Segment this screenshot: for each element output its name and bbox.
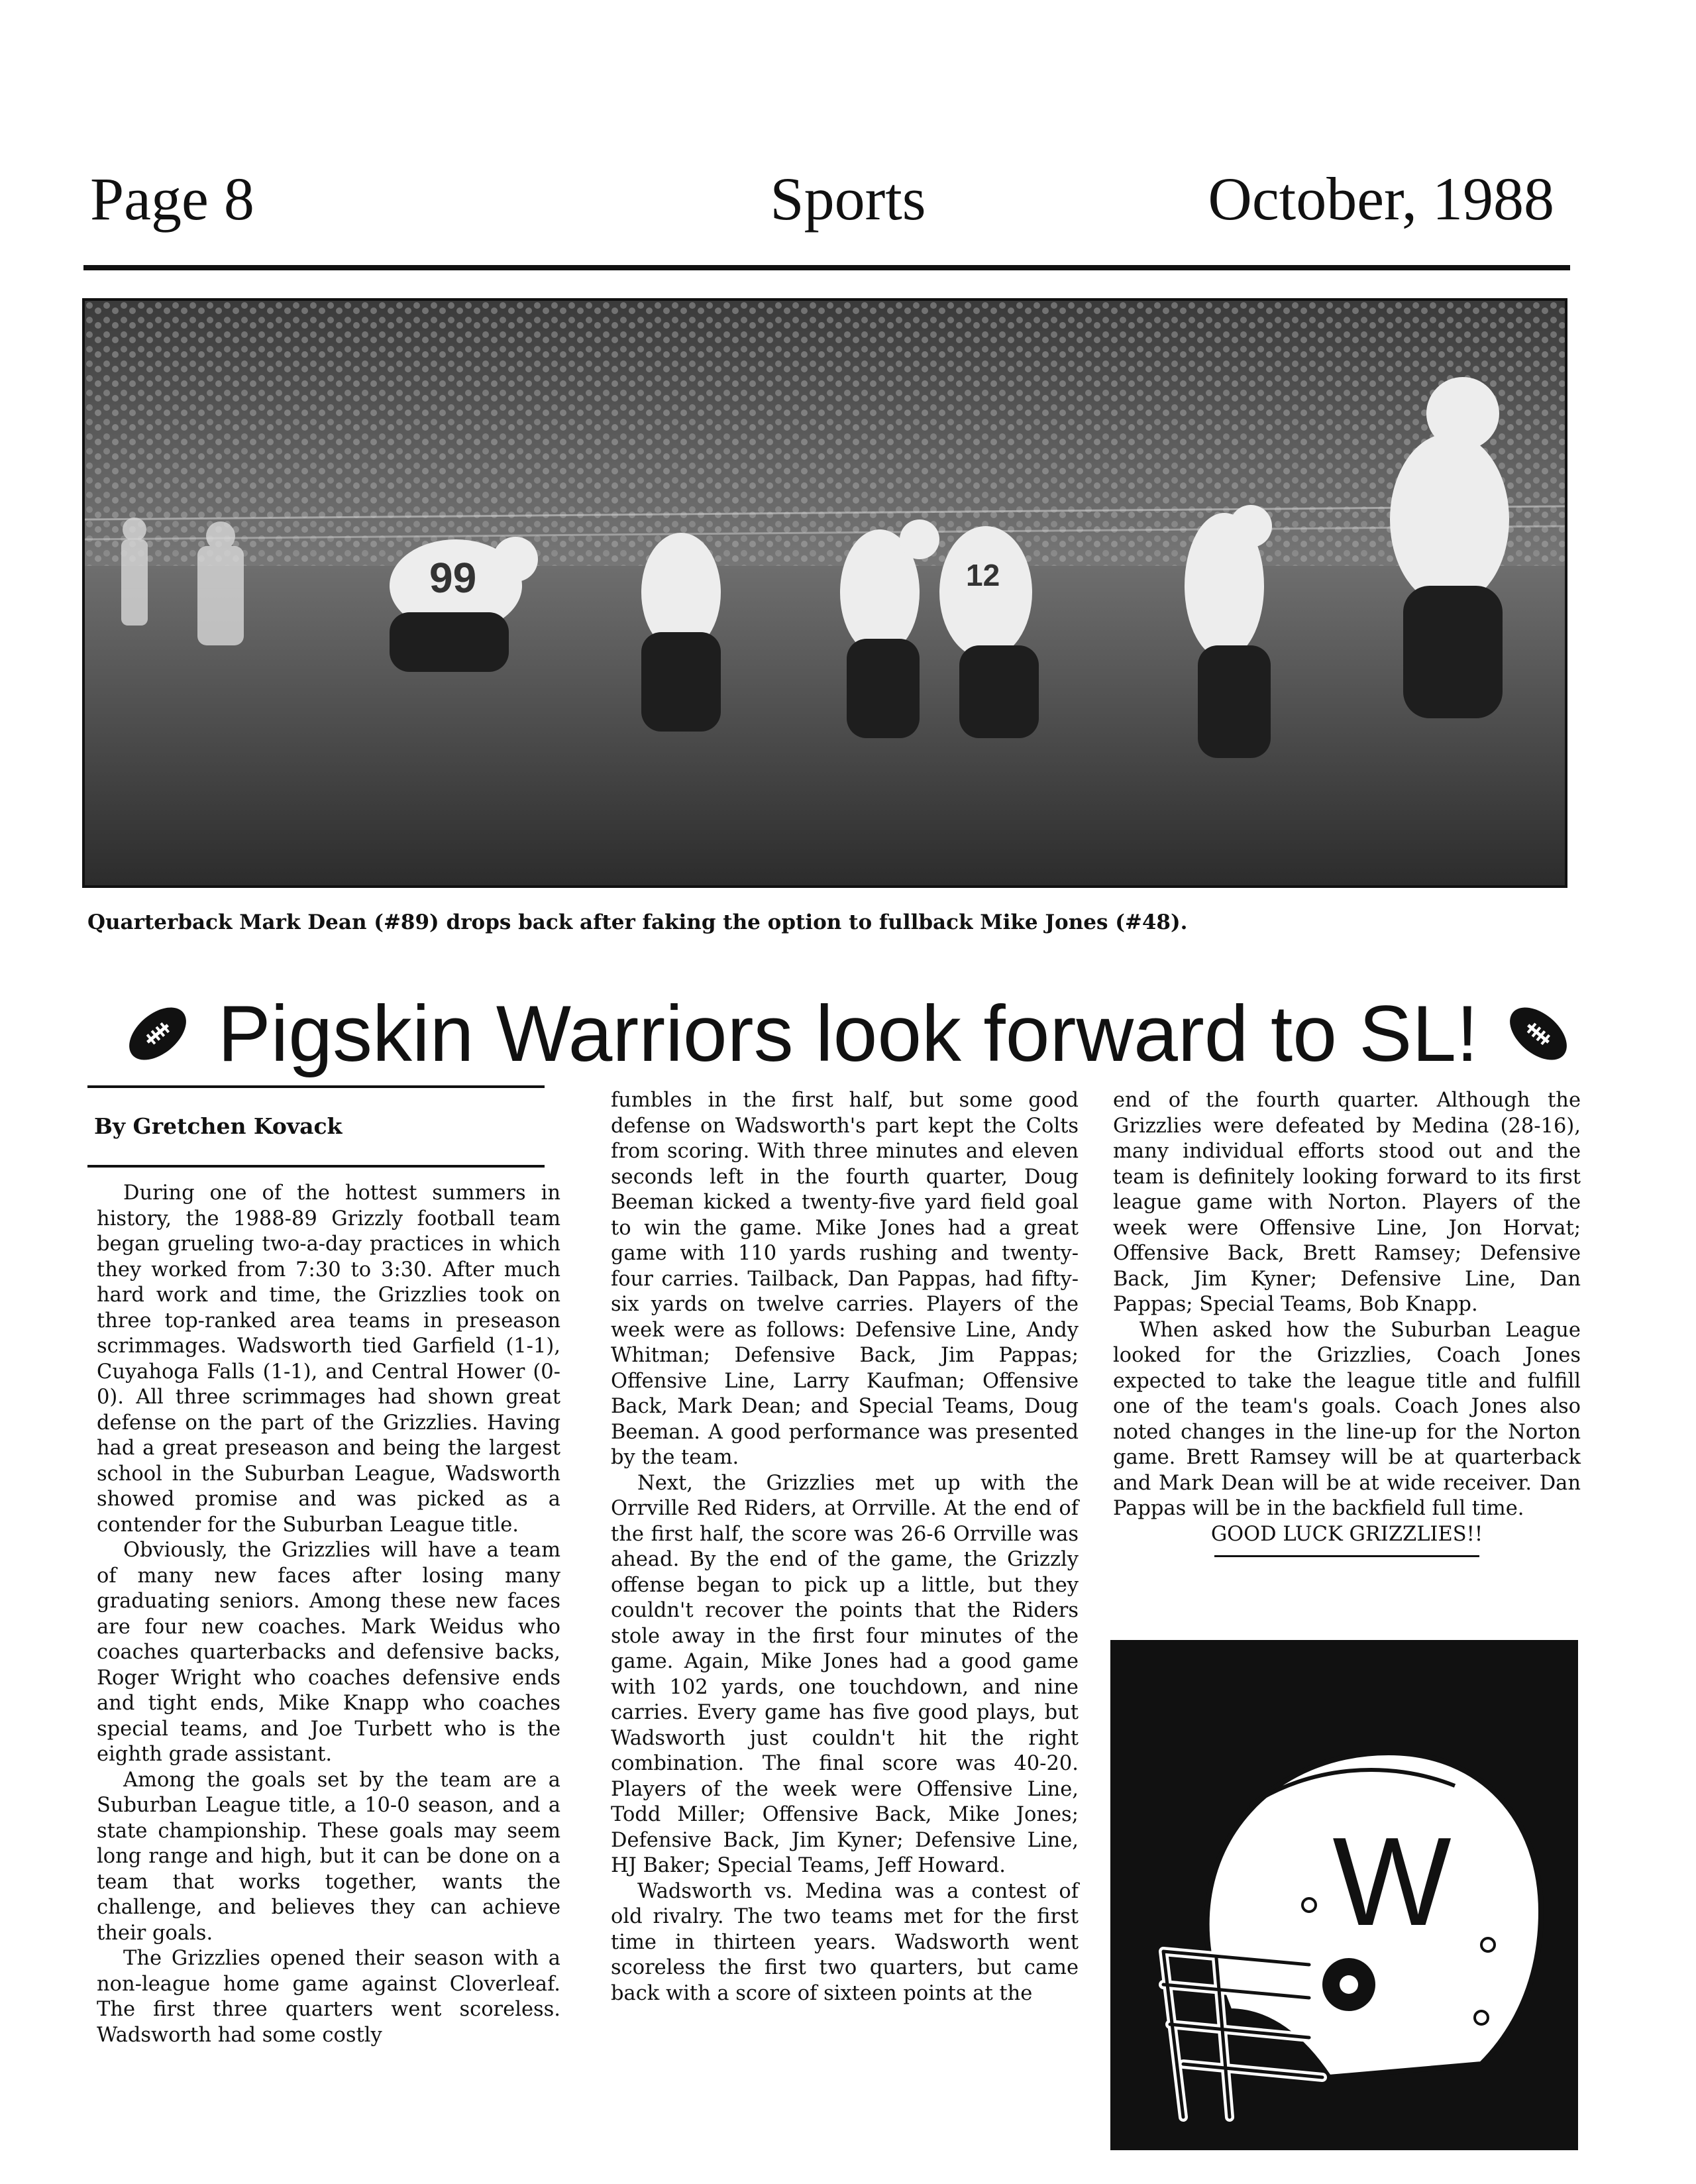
masthead-divider: [83, 265, 1570, 270]
helmet-graphic: [1110, 1640, 1578, 2150]
article-paragraph: fumbles in the first half, but some good defense on Wadsworth's part kept the Colts from scoring. With three minutes and eleven seconds left in the fourth quarter, Doug Beeman kicked a twenty-five yard field goal to win the game. Mike Jones had a great game with 110 yards rushing and twenty-four carries. Tailback, Dan Pappas, had fifty-six yards on twelve carries. Players of the week were as follows: Defensive Line, Andy Whitman; Defensive Back, Jim Pappas; Offensive Line, Larry Kaufman; Offensive Back, Mark Dean; and Special Teams, Doug Beeman. A good performance was presented by the team.: [611, 1089, 1079, 1469]
masthead: [0, 159, 1696, 239]
article-paragraph: When asked how the Suburban League looked for the Grizzlies, Coach Jones expected to take the league title and fulfill one of the team's goals. Coach Jones also noted changes in the line-up for the Norton game. Brett Ramsey will be at quarterback and Mark Dean will be at wide receiver. Dan Pappas will be in the backfield full time.: [1113, 1318, 1581, 1520]
article-headline: Pigskin Warriors look forward to SL!: [217, 989, 1479, 1078]
article-paragraph: end of the fourth quarter. Although the Grizzlies were defeated by Medina (28-16), many individual efforts stood out and the team is definitely looking forward to its first league game with Norton. Players of the week were Offensive Line, Jon Horvat; Offensive Back, Brett Ramsey; Defensive Back, Jim Kyner; Defensive Line, Dan Pappas; Special Teams, Bob Knapp.: [1113, 1089, 1581, 1316]
helmet-letter: W: [1332, 1812, 1452, 1952]
jersey-number: 99: [429, 554, 477, 602]
article-paragraph: Among the goals set by the team are a Suburban League title, a 10-0 season, and a state championship. These goals may seem long range and high, but it can be done on a team that works together, wants the challenge, and believes they can achieve their goals.: [97, 1768, 560, 1945]
byline-rule: [87, 1085, 545, 1088]
section-title: Sports: [770, 165, 926, 233]
byline: By Gretchen Kovack: [94, 1113, 343, 1139]
article-paragraph: During one of the hottest summers in history, the 1988-89 Grizzly football team began grueling two-a-day practices in which they worked from 7:30 to 3:30. After much hard work and time, the Grizzlies took on three top-ranked area teams in preseason scrimmages. Wadsworth tied Garfield (1-1), Cuyahoga Falls (1-1), and Central Hower (0-0). All three scrimmages had shown great defense on the part of the Grizzlies. Having had a great preseason and being the largest school in the Suburban League, Wadsworth showed promise and was picked as a contender for the Suburban League title.: [97, 1181, 560, 1537]
photo-caption: Quarterback Mark Dean (#89) drops back after faking the option to fullback Mike Jones (#48).: [87, 910, 1188, 934]
headline-row: [0, 981, 1696, 1087]
article-signoff: GOOD LUCK GRIZZLIES!!: [1210, 1522, 1483, 1546]
article-column-3: [1113, 1088, 1581, 1557]
article-paragraph: Next, the Grizzlies met up with the Orrville Red Riders, at Orrville. At the end of the first half, the score was 26-6 Orrville was ahead. By the end of the game, the Grizzly offense began to pick up a little, but they couldn't recover the points that the Riders stole away in the first four minutes of the game. Again, Mike Jones had a good game with 102 yards, one touchdown, and nine carries. Every game has five good plays, but Wadsworth just couldn't hit the right combination. The final score was 40-20. Players of the week were Offensive Line, Todd Miller; Offensive Back, Mike Jones; Defensive Back, Jim Kyner; Defensive Line, HJ Baker; Special Teams, Jeff Howard.: [611, 1471, 1079, 1877]
signoff-rule: [1214, 1555, 1479, 1557]
article-paragraph: Wadsworth vs. Medina was a contest of old rivalry. The two teams met for the first time in thirteen years. Wadsworth went scoreless the first two quarters, but came back with a score of sixteen points at the: [611, 1879, 1079, 2005]
issue-date: October, 1988: [1208, 165, 1554, 233]
football-icon: [121, 997, 194, 1070]
article-paragraph: The Grizzlies opened their season with a non-league home game against Cloverleaf. The first three quarters went scoreless. Wadsworth had some costly: [97, 1947, 560, 2047]
football-icon: [1502, 997, 1575, 1070]
article-paragraph: Obviously, the Grizzlies will have a team of many new faces after losing many graduating seniors. Among these new faces are four new coaches. Mark Weidus who coaches quarterbacks and defensive backs, Roger Wright who coaches defensive ends and tight ends, Mike Knapp who coaches special teams, and Joe Turbett who is the eighth grade assistant.: [97, 1539, 560, 1766]
photo-illustration: [85, 301, 1565, 885]
helmet-icon: [1110, 1640, 1578, 2150]
page-number: Page 8: [90, 165, 254, 233]
byline-rule: [87, 1165, 545, 1168]
football-photo: [82, 298, 1567, 888]
jersey-number: 12: [966, 558, 1000, 592]
article-column-1: [97, 1181, 560, 2048]
article-column-2: [611, 1088, 1079, 2006]
